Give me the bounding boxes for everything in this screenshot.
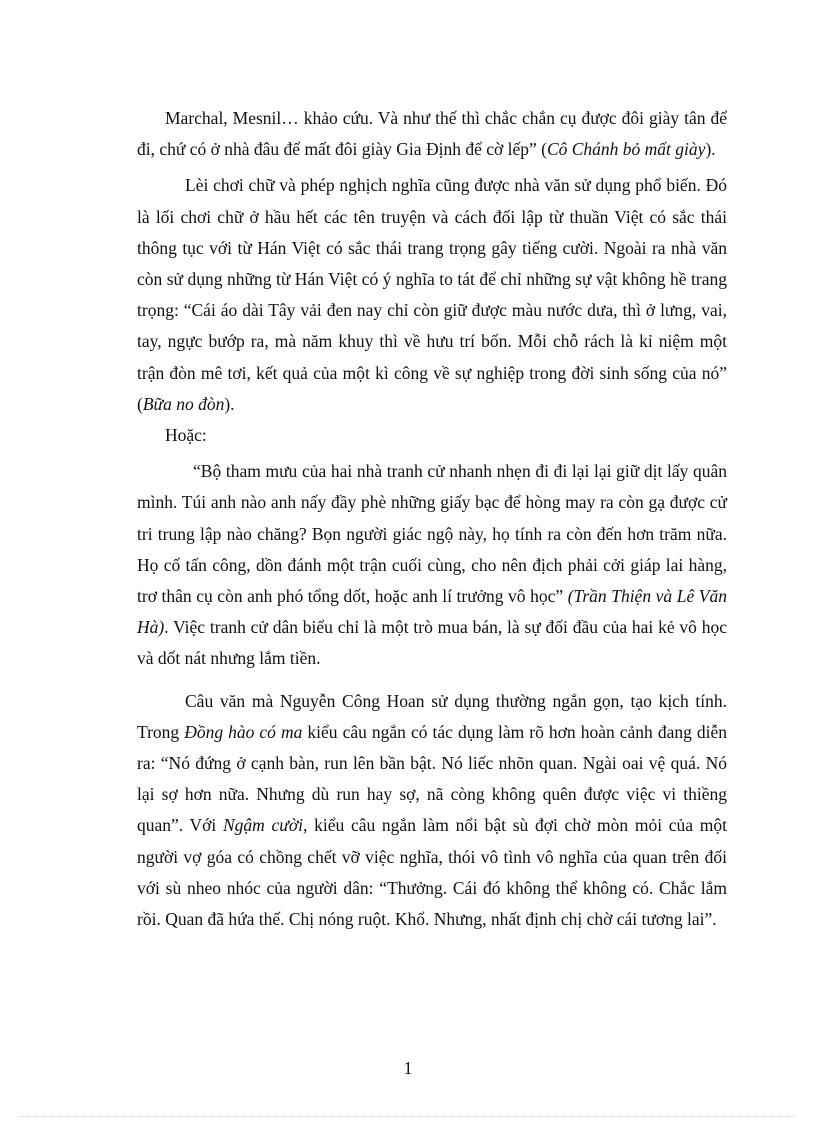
italic-citation: Ngậm cười (223, 815, 304, 836)
text-run: Câu văn mà Nguyễn Công Hoan sử dụng thường ngắn gọn, tạo kịch tính. Trong (137, 690, 727, 742)
paragraph-4 (137, 456, 727, 674)
page-bottom-rule (20, 1116, 796, 1117)
text-run: Hoặc: (165, 425, 207, 446)
text-run: , kiểu câu ngắn làm nổi bật sù đợi chờ mòn mỏi của một người vợ góa có chồng chết vỡ việc nghĩa, thói vô tình vô nghĩa của quan trên đối với sù nheo nhóc của người dân: “Thưởng. Cái đó không thể không có. Chắc lắm rồi. Quan đã hứa thế. Chị nóng ruột. Khổ. Nhưng, nhất định chị chờ cái tương lai”. (137, 815, 727, 930)
italic-citation: Bữa no đòn (142, 393, 225, 414)
text-run: ). (705, 139, 716, 160)
body-text (137, 103, 727, 935)
italic-citation: Đồng hào có ma (184, 721, 303, 742)
text-run: . Việc tranh cử dân biểu chỉ là một trò mua bán, là sự đối đầu của hai kẻ vô học và dốt nát nhưng lắm tiền. (137, 617, 727, 669)
text-run: kiểu câu ngắn có tác dụng làm rõ hơn hoàn cảnh đang diễn ra: “Nó đứng ở cạnh bàn, run lên bần bật. Nó liếc nhõn quan. Ngài oai vệ quá. Nó lại sợ hơn nữa. Nhưng dù run hay sợ, nã còng không quên được việc vi thiềng quan”. Với (137, 721, 728, 836)
italic-citation: Cô Chánh bỏ mất giày (546, 139, 706, 160)
text-run: Marchal, Mesnil… khảo cứu. Và như thế thì chắc chắn cụ được đôi giày tân để đi, chứ có ở nhà đâu để mất đôi giày Gia Định để cờ lếp” ( (137, 108, 727, 160)
italic-citation: (Trần Thiện và Lê Văn Hà) (137, 586, 727, 638)
page-number: 1 (403, 1058, 413, 1078)
text-run: Lèi chơi chữ và phép nghịch nghĩa cũng được nhà văn sử dụng phổ biến. Đó là lối chơi chữ ở hầu hết các tên truyện và cách đối lập từ thuần Việt có sắc thái thông tục với từ Hán Việt có sắc thái trang trọng gây tiếng cười. Ngoài ra nhà văn còn sử dụng những từ Hán Việt có ý nghĩa to tát để chỉ những sự vật không hề trang trọng: “Cái áo dài Tây vải đen nay chỉ còn giữ được màu nước dưa, thì ở lưng, vai, tay, ngực bướp ra, mà năm khuy thì về hưu trí bốn. Mỗi chỗ rách là kỉ niệm một trận đòn mê tơi, kết quả của một kì công về sự nghiệp trong đời sinh sống của nó” ( (137, 175, 727, 414)
text-run: “Bộ tham mưu của hai nhà tranh cử nhanh nhẹn đi đi lại lại giữ dịt lấy quân mình. Túi anh nào anh nấy đầy phè những giấy bạc để hòng may ra còn gạ được cử tri trung lập nào chăng? Bọn người giác ngộ này, họ tính ra còn đến hơn trăm nữa. Họ cố tấn công, dồn đánh một trận cuối cùng, cho nên địch phải cởi giáp lai hàng, trơ thân cụ còn anh phó tổng dốt, hoặc anh lí trưởng vô học” (137, 461, 727, 607)
text-run: ). (224, 393, 235, 414)
paragraph-2 (137, 170, 727, 420)
paragraph-3 (137, 420, 727, 451)
paragraph-5 (137, 686, 727, 936)
paragraph-1 (137, 103, 727, 165)
